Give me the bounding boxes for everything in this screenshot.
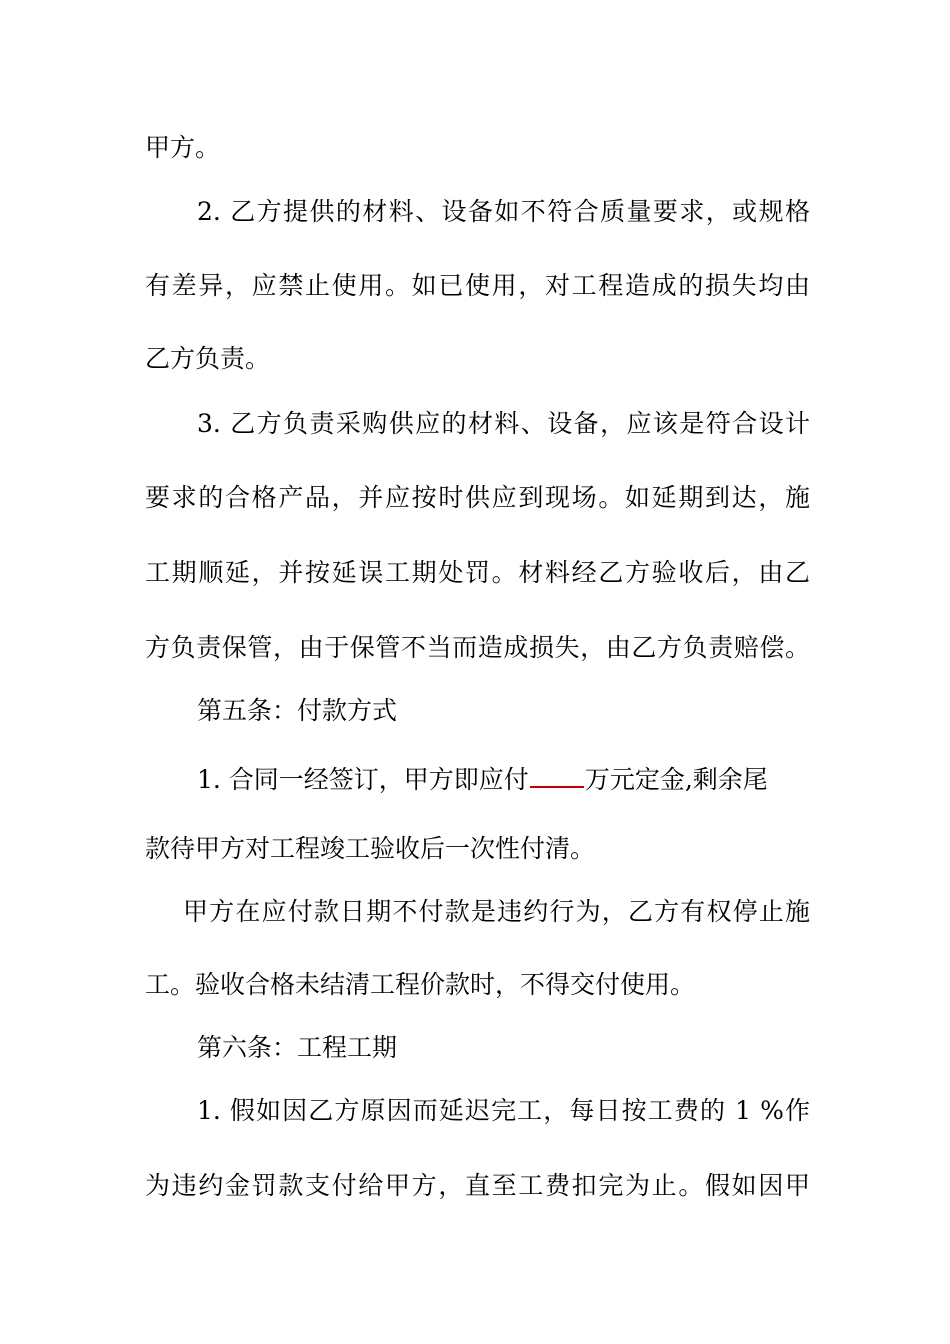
payment-clause-line — [197, 758, 810, 796]
text-line: 甲方。 — [145, 133, 221, 162]
text-line: 工。验收合格未结清工程价款时，不得交付使用。 — [145, 970, 696, 999]
schedule-clause-1: 1. 假如因乙方原因而延迟完工，每日按工费的 1 %作 — [197, 1096, 810, 1125]
text-line: 为违约金罚款支付给甲方，直至工费扣完为止。假如因甲 — [145, 1171, 810, 1200]
text-line: 甲方在应付款日期不付款是违约行为，乙方有权停止施 — [183, 897, 810, 926]
clause-item-2: 2. 乙方提供的材料、设备如不符合质量要求，或规格 — [197, 197, 810, 226]
text-line: 款待甲方对工程竣工验收后一次性付清。 — [145, 834, 596, 863]
payment-clause-text-start: 1. 合同一经签订，甲方即应付 — [197, 765, 529, 794]
text-line: 乙方负责。 — [145, 344, 271, 373]
payment-clause-text-end: 万元定金,剩余尾 — [584, 765, 768, 794]
deposit-amount-blank — [530, 758, 584, 788]
text-line: 要求的合格产品，并应按时供应到现场。如延期到达，施 — [145, 483, 810, 512]
text-line: 方负责保管，由于保管不当而造成损失，由乙方负责赔偿。 — [145, 633, 810, 662]
text-line: 有差异，应禁止使用。如已使用，对工程造成的损失均由 — [145, 271, 810, 300]
section-heading-payment: 第五条：付款方式 — [197, 696, 398, 725]
section-heading-schedule: 第六条：工程工期 — [197, 1033, 398, 1062]
text-line: 工期顺延，并按延误工期处罚。材料经乙方验收后，由乙 — [145, 558, 810, 587]
clause-item-3: 3. 乙方负责采购供应的材料、设备，应该是符合设计 — [197, 409, 810, 438]
